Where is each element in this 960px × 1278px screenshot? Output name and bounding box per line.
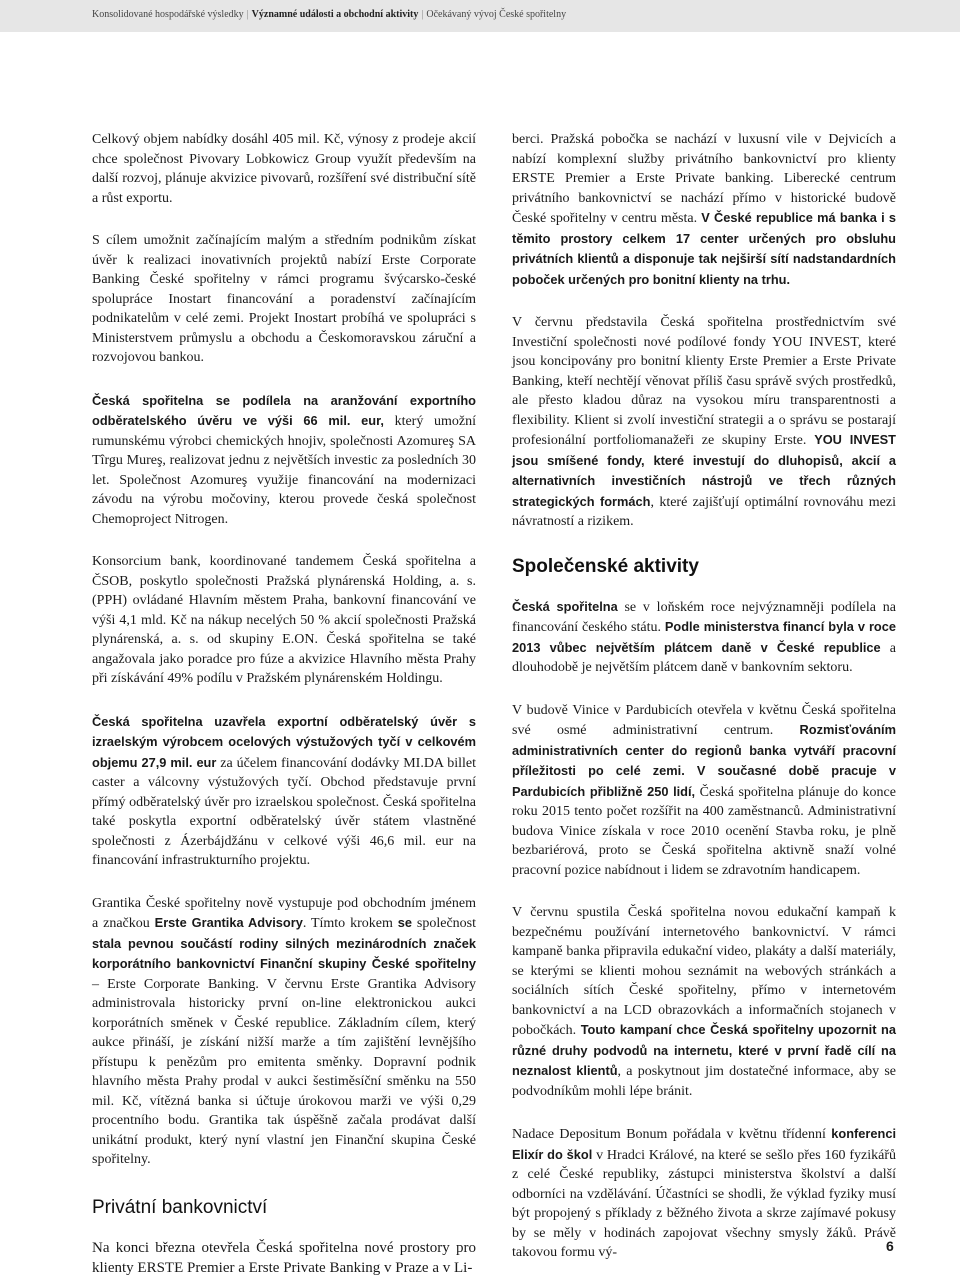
section-heading-private-banking: Privátní bankovnictví [92,1196,268,1218]
highlight-text: Česká spořitelna [512,598,618,614]
paragraph: berci. Pražská pobočka se nachází v luxusní vile v Dejvicích a nabízí komplexní služby privátního bankovnictví pro klienty ERSTE Premier a Erste Private banking. Liberecké centrum privátního bankovnictví se nachází přímo v historické budově České spořitelny v centru města. V České republice má banka i s těmito prostory celkem 17 center určených pro obsluhu privátních klientů a disponuje tak nejširší sítí nadstandardních poboček určených pro bonitní klienty na trhu. [512,132,896,287]
breadcrumb-item-events[interactable]: Významné události a obchodní aktivity [251,9,419,20]
left-column [92,130,476,1278]
paragraph: S cílem umožnit začínajícím malým a středním podnikům získat úvěr k realizaci inovativních projektů nabízí Erste Corporate Banking České spořitelny v rámci programu švýcarsko-české spolupráce Inostart financování a poradenství začínajícím podnikatelům v celé zemi. Projekt Inostart probíhá ve spolupráci s Ministerstvem průmyslu a obchodu a Českomoravskou záruční a rozvojovou bankou. [92,233,476,365]
paragraph: V červnu spustila Česká spořitelna novou edukační kampaň k bezpečnému používání internetového bankovnictví. V rámci kampaně banka připravila edukační video, plakáty a další materiály, se kterými se klienti mohou seznámit na webových stránkách a sociálních sítích České spořitelny, přímo v internetovém bankovnictví a na LCD obrazovkách a informačních stojanech v pobočkách. Touto kampaní chce Česká spořitelny upozornit na různé druhy podvodů na internetu, které v první řadě cílí na neznalost klientů, a poskytnout jim dostatečné informace, aby se podvodníkům mohli lépe bránit. [512,905,896,1099]
paragraph: Celkový objem nabídky dosáhl 405 mil. Kč, výnosy z prodeje akcií chce společnost Pivovary Lobkowicz Group využít především na další rozvoj, plánuje akvizice pivovarů, rozšíření své distribuční sítě a růst exportu. [92,132,476,206]
highlight-text: Rozmisťováním administrativních center do regionů banka vytváří pracovní příležitosti po celé zemi. V současné době pracuje v Pardubicích přibližně 250 lidí, [512,722,896,799]
highlight-text: se [397,915,412,930]
breadcrumb-item-outlook[interactable]: Očekávaný vývoj České spořitelny [426,9,567,20]
paragraph: Konsorcium bank, koordinované tandemem Česká spořitelna a ČSOB, poskytlo společnosti Pražská plynárenská Holding, a. s. (PPH) ovládané Hlavním městem Praha, bankovní financování ve výši 4,1 mld. Kč na nákup necelých 50 % akcií společnosti Pražská plynárenská, a. s. od skupiny E.ON. Česká spořitelna se také angažovala jako poradce pro fúze a akvizice Hlavního města Prahy při získávání 49% podílu v Pražském plynárenském Holdingu. [92,554,476,686]
highlight-text: Česká spořitelna se podílela na aranžování exportního odběratelského úvěru ve výši 66 mil. eur, [92,392,476,428]
paragraph: Česká spořitelna se podílela na aranžování exportního odběratelského úvěru ve výši 66 mil. eur, který umožní rumunskému výrobci chemických hnojiv, společnosti Azomureş SA Tîrgu Mureş, realizovat jednu z největších investic za posledních 30 let. Společnost Azomureş využije financování na modernizaci závodu na výrobu močoviny, kterou provede česká společnost Chemoproject Nitrogen. [92,392,477,527]
right-column [512,130,896,1263]
highlight-text: V České republice má banka i s těmito prostory celkem 17 center určených pro obsluhu privátních klientů a disponuje tak nejširší sítí nadstandardních poboček určených pro bonitní klienty na trhu. [512,210,896,287]
highlight-text: Podle ministerstva financí byla v roce 2013 vůbec největším plátcem daně v České republice [512,619,896,655]
highlight-text: Erste Grantika Advisory [154,915,303,930]
highlight-text: stala pevnou součástí rodiny silných mezinárodních značek korporátního bankovnictví Finanční skupiny České spořitelny [92,935,476,971]
paragraph: Na konci března otevřela Česká spořitelna nové prostory pro klienty ERSTE Premier a Erste Private Banking v Praze a v Li- [92,1239,476,1276]
paragraph: V červnu představila Česká spořitelna prostřednictvím své Investiční společnosti nové podílové fondy YOU INVEST, které jsou koncipovány pro bonitní klienty Erste Premier a Erste Private Banking, kteří nechtějí věnovat příliš času správě svých prostředků, ale přesto kladou důraz na vysokou míru transparentnosti a flexibility. Klient si zvolí investiční strategii a o správu se postarají profesionální portfoliomanažeři ze skupiny Erste. YOU INVEST jsou smíšené fondy, které investují do dluhopisů, akcií a alternativních investičních nástrojů ve třech různých strategických formách, které zajišťují optimální rovnováhu mezi návratností a rizikem. [512,315,896,529]
paragraph: Grantika České spořitelny nově vystupuje pod obchodním jménem a značkou Erste Grantika Advisory. Tímto krokem se společnost stala pevnou součástí rodiny silných mezinárodních značek korporátního bankovnictví Finanční skupiny České spořitelny – Erste Corporate Banking. V červnu Erste Grantika Advisory administrovala historicky první on-line elektronickou aukci korporátních směnek v České republice. Základním cílem, který aukce přináší, je získání nižší marže a tím zajištění levnějšího přístupu k penězům pro emitenta směnky. Dopravní podnik hlavního města Prahy prodal v aukci šestiměsíční směnku na 550 mil. Kč, vítězná banka si účtuje úrokovou marži ve výši 0,29 procentního bodu. Grantika tak úspěšně začala prodávat další unikátní produkt, který nyní vlastní jen Finanční skupina České spořitelny. [92,895,477,1167]
section-heading-social: Společenské aktivity [512,555,699,577]
breadcrumb-separator: | [246,9,249,20]
highlight-text: Touto kampaní chce Česká spořitelny upozornit na různé druhy podvodů na internetu, které v první řadě cílí na neznalost klientů [512,1022,896,1078]
header-bar [0,0,960,32]
highlight-text: konferenci Elixír do škol [512,1126,896,1162]
paragraph: V budově Vinice v Pardubicích otevřela v květnu Česká spořitelna své osmé administrativní centrum. Rozmisťováním administrativních center do regionů banka vytváří pracovní příležitosti po celé zemi. V současné době pracuje v Pardubicích přibližně 250 lidí, Česká spořitelna plánuje do konce roku 2015 tento počet rozšířit na 400 zaměstnanců. Administrativní budova Vinice získala v roce 2010 ocenění Stavba roku, je plně bezbariérová, proto se Česká spořitelna aktivně snaží volné pracovní pozice nabídnout i lidem se zdravotním handicapem. [512,702,896,878]
highlight-text: Česká spořitelna uzavřela exportní odběratelský úvěr s izraelským výrobcem ocelových výstužových tyčí v celkovém objemu 27,9 mil. eur [92,713,476,770]
breadcrumb-item-results[interactable]: Konsolidované hospodářské výsledky [92,9,244,20]
paragraph: Česká spořitelna uzavřela exportní odběratelský úvěr s izraelským výrobcem ocelových výstužových tyčí v celkovém objemu 27,9 mil. eur za účelem financování dodávky MI.DA billet caster a válcovny výstužových tyčí. Obchod představuje první přímý odběratelský úvěr pro izraelskou společnost. Česká spořitelna také poskytla exportní odběratelský úvěr státem vlastněné společnosti z Ázerbájdžánu v celkové výši 46,6 mil. eur na financování infrastrukturního projektu. [92,713,476,868]
page-number: 6 [886,1238,894,1254]
highlight-text: YOU INVEST jsou smíšené fondy, které investují do dluhopisů, akcií a alternativních investičních nástrojů ve třech různých strategických formách [512,432,896,509]
paragraph: Nadace Depositum Bonum pořádala v květnu třídenní konferenci Elixír do škol v Hradci Králové, na které se sešlo přes 160 fyzikářů z celé České republiky, zástupci ministerstva školství a další odborníci na vzdělávání. Účastníci se shodli, že výklad fyziky musí být propojený s příklady z běžného života a skrze zajímavé pokusy by se měly v hodinách zapojovat všechny smysly žáků. Právě takovou formu vý- [512,1126,896,1260]
breadcrumb-separator: | [421,9,424,20]
paragraph: Česká spořitelna se v loňském roce nejvýznamněji podílela na financování českého státu. Podle ministerstva financí byla v roce 2013 vůbec největším plátcem daně v České republice a dlouhodobě je největším plátcem daně v bankovním sektoru. [512,598,897,675]
breadcrumb [92,9,566,20]
